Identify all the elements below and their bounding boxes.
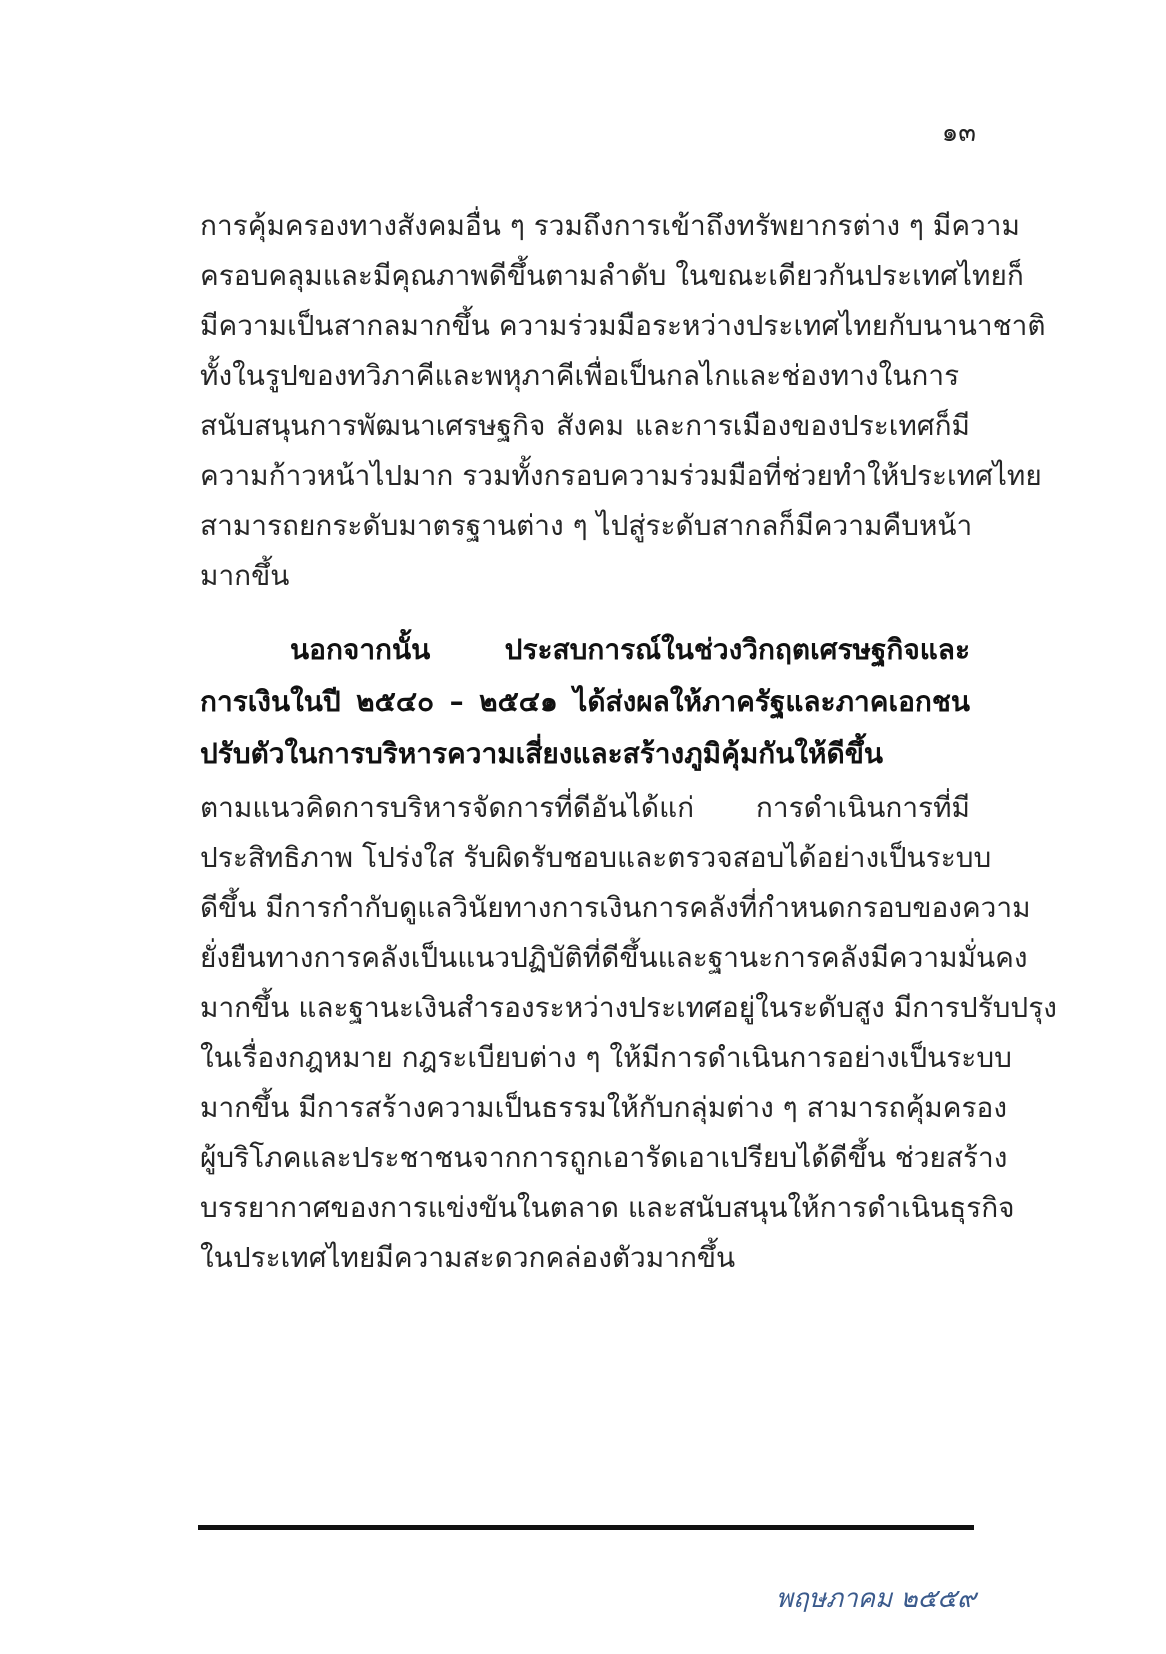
paragraph2-line: ผู้บริโภคและประชาชนจากการถูกเอารัดเอาเปรียบได้ดีขึ้น ช่วยสร้าง [200, 1141, 1008, 1174]
paragraph1-line: สามารถยกระดับมาตรฐานต่าง ๆ ไปสู่ระดับสากลก็มีความคืบหน้า [200, 509, 973, 542]
footer-date: พฤษภาคม ๒๕๕๙ [775, 1584, 976, 1614]
paragraph1-line: มากขึ้น [200, 559, 290, 592]
paragraph1-line: การคุ้มครองทางสังคมอื่น ๆ รวมถึงการเข้าถึงทรัพยากรต่าง ๆ มีความ [200, 209, 1020, 242]
paragraph1-line: ความก้าวหน้าไปมาก รวมทั้งกรอบความร่วมมือที่ช่วยทำให้ประเทศไทย [200, 459, 1042, 492]
page-number: ๑๓ [941, 118, 976, 148]
footer-divider [198, 1525, 974, 1530]
paragraph2-line: มากขึ้น มีการสร้างความเป็นธรรมให้กับกลุ่มต่าง ๆ สามารถคุ้มครอง [200, 1091, 1008, 1124]
paragraph2-bold-line: ปรับตัวในการบริหารความเสี่ยงและสร้างภูมิคุ้มกันให้ดีขึ้น [200, 737, 883, 770]
paragraph2-line: บรรยากาศของการแข่งขันในตลาด และสนับสนุนให้การดำเนินธุรกิจ [200, 1191, 1015, 1224]
paragraph2-line: ตามแนวคิดการบริหารจัดการที่ดีอันได้แก่ การดำเนินการที่มี [200, 791, 970, 824]
paragraph2-line: ดีขึ้น มีการกำกับดูแลวินัยทางการเงินการคลังที่กำหนดกรอบของความ [200, 891, 1031, 924]
paragraph2-line: ในประเทศไทยมีความสะดวกคล่องตัวมากขึ้น [200, 1241, 736, 1274]
paragraph1-line: ครอบคลุมและมีคุณภาพดีขึ้นตามลำดับ ในขณะเดียวกันประเทศไทยก็ [200, 259, 1024, 292]
paragraph2-bold-line: นอกจากนั้น ประสบการณ์ในช่วงวิกฤตเศรษฐกิจและ [290, 633, 970, 666]
paragraph1-line: สนับสนุนการพัฒนาเศรษฐกิจ สังคม และการเมืองของประเทศก็มี [200, 409, 970, 442]
paragraph2-line: มากขึ้น และฐานะเงินสำรองระหว่างประเทศอยู่ในระดับสูง มีการปรับปรุง [200, 991, 1057, 1024]
paragraph2-line: ยั่งยืนทางการคลังเป็นแนวปฏิบัติที่ดีขึ้นและฐานะการคลังมีความมั่นคง [200, 941, 1028, 974]
paragraph1-line: มีความเป็นสากลมากขึ้น ความร่วมมือระหว่างประเทศไทยกับนานาชาติ [200, 309, 1046, 342]
paragraph2-bold-line: การเงินในปี ๒๕๔๐ – ๒๕๔๑ ได้ส่งผลให้ภาครัฐและภาคเอกชน [200, 685, 970, 718]
paragraph1-line: ทั้งในรูปของทวิภาคีและพหุภาคีเพื่อเป็นกลไกและช่องทางในการ [200, 359, 960, 392]
paragraph2-line: ประสิทธิภาพ โปร่งใส รับผิดรับชอบและตรวจสอบได้อย่างเป็นระบบ [200, 841, 992, 874]
paragraph2-line: ในเรื่องกฎหมาย กฎระเบียบต่าง ๆ ให้มีการดำเนินการอย่างเป็นระบบ [200, 1041, 1012, 1074]
